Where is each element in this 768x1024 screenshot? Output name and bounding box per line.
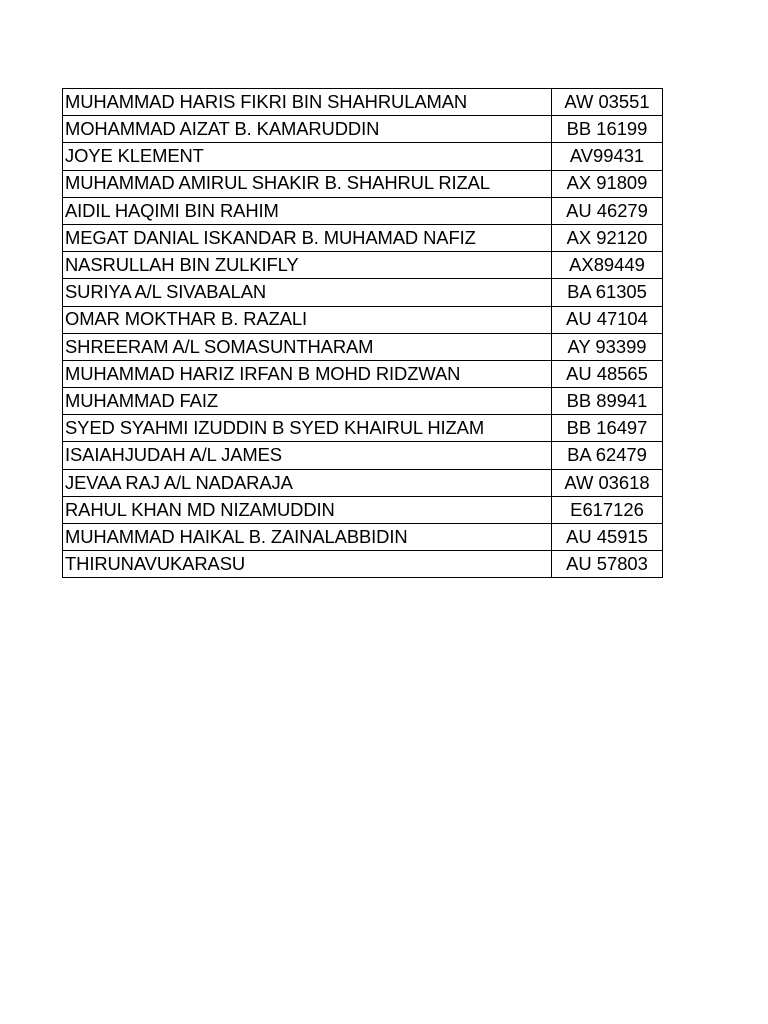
name-cell: AIDIL HAQIMI BIN RAHIM — [63, 197, 552, 224]
code-cell: BA 61305 — [552, 279, 663, 306]
table-row — [63, 170, 663, 197]
code-cell: AV99431 — [552, 143, 663, 170]
table-row — [63, 89, 663, 116]
code-cell: AU 57803 — [552, 551, 663, 578]
table-row — [63, 551, 663, 578]
code-cell: AY 93399 — [552, 333, 663, 360]
code-cell: AU 48565 — [552, 360, 663, 387]
table-row — [63, 279, 663, 306]
code-cell: AW 03618 — [552, 469, 663, 496]
name-cell: MUHAMMAD AMIRUL SHAKIR B. SHAHRUL RIZAL — [63, 170, 552, 197]
name-cell: RAHUL KHAN MD NIZAMUDDIN — [63, 496, 552, 523]
name-cell: MUHAMMAD FAIZ — [63, 388, 552, 415]
code-cell: AW 03551 — [552, 89, 663, 116]
table-row — [63, 197, 663, 224]
code-cell: AU 47104 — [552, 306, 663, 333]
code-cell: BB 16199 — [552, 116, 663, 143]
code-cell: E617126 — [552, 496, 663, 523]
name-cell: THIRUNAVUKARASU — [63, 551, 552, 578]
name-cell: JEVAA RAJ A/L NADARAJA — [63, 469, 552, 496]
name-cell: MUHAMMAD HARIS FIKRI BIN SHAHRULAMAN — [63, 89, 552, 116]
table-row — [63, 360, 663, 387]
table-row — [63, 524, 663, 551]
code-cell: AX 92120 — [552, 224, 663, 251]
name-cell: SHREERAM A/L SOMASUNTHARAM — [63, 333, 552, 360]
table-row — [63, 415, 663, 442]
table-row — [63, 442, 663, 469]
name-cell: MUHAMMAD HARIZ IRFAN B MOHD RIDZWAN — [63, 360, 552, 387]
code-cell: AU 46279 — [552, 197, 663, 224]
name-code-table — [62, 88, 663, 578]
name-cell: JOYE KLEMENT — [63, 143, 552, 170]
table-body — [63, 89, 663, 578]
name-cell: OMAR MOKTHAR B. RAZALI — [63, 306, 552, 333]
name-cell: SYED SYAHMI IZUDDIN B SYED KHAIRUL HIZAM — [63, 415, 552, 442]
table-row — [63, 333, 663, 360]
table-row — [63, 306, 663, 333]
name-cell: ISAIAHJUDAH A/L JAMES — [63, 442, 552, 469]
code-cell: BA 62479 — [552, 442, 663, 469]
name-cell: MEGAT DANIAL ISKANDAR B. MUHAMAD NAFIZ — [63, 224, 552, 251]
code-cell: BB 16497 — [552, 415, 663, 442]
table-row — [63, 143, 663, 170]
name-cell: SURIYA A/L SIVABALAN — [63, 279, 552, 306]
code-cell: AX89449 — [552, 252, 663, 279]
name-cell: NASRULLAH BIN ZULKIFLY — [63, 252, 552, 279]
table-row — [63, 388, 663, 415]
code-cell: BB 89941 — [552, 388, 663, 415]
table-row — [63, 116, 663, 143]
code-cell: AU 45915 — [552, 524, 663, 551]
table-row — [63, 252, 663, 279]
table-row — [63, 224, 663, 251]
name-cell: MUHAMMAD HAIKAL B. ZAINALABBIDIN — [63, 524, 552, 551]
table-row — [63, 496, 663, 523]
code-cell: AX 91809 — [552, 170, 663, 197]
table-row — [63, 469, 663, 496]
name-cell: MOHAMMAD AIZAT B. KAMARUDDIN — [63, 116, 552, 143]
